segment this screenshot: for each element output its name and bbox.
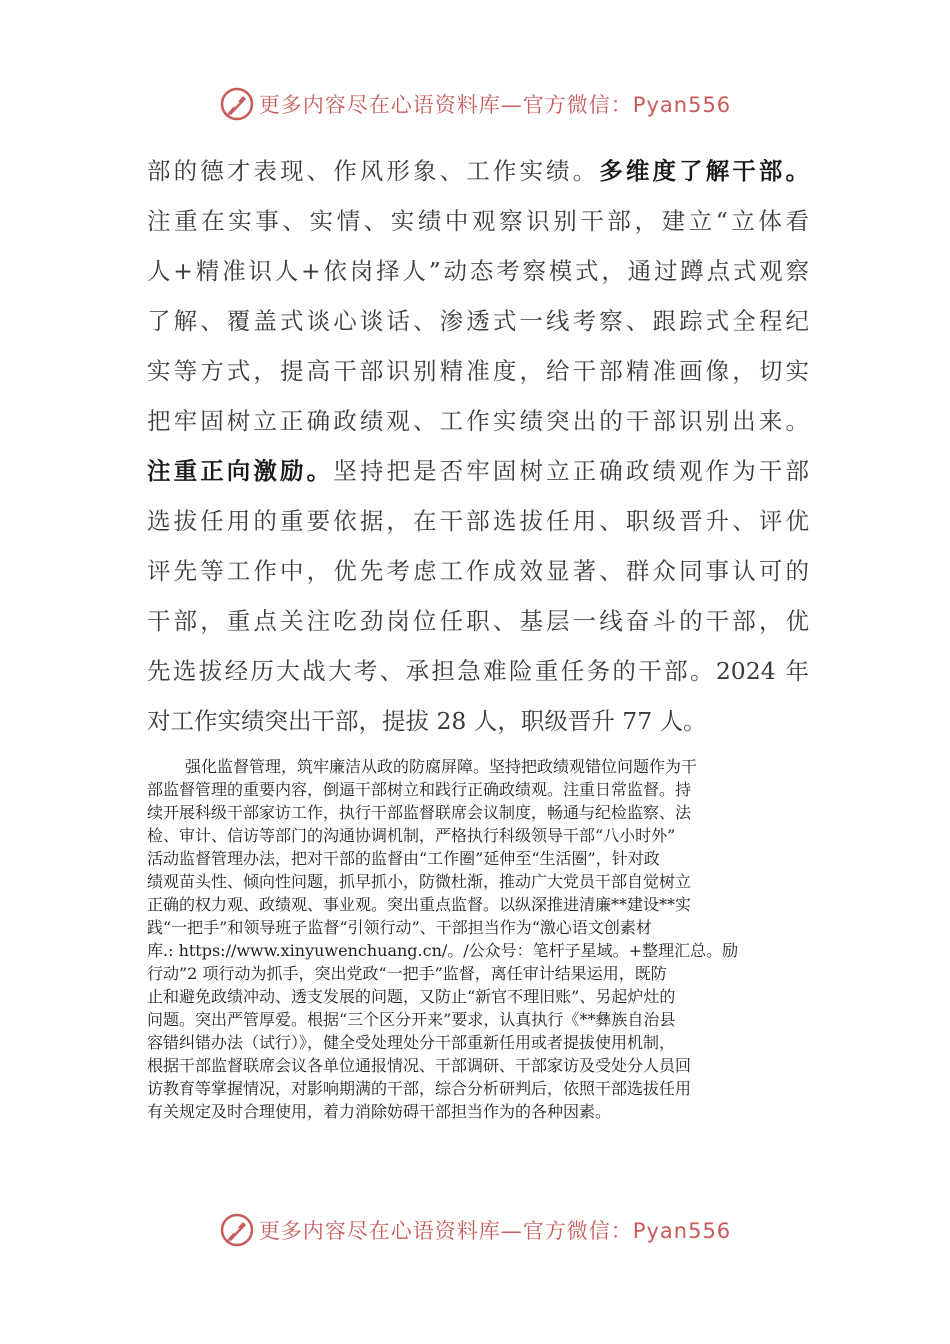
text-line: 实等方式，提高干部识别精准度，给干部精准画像，切实: [147, 357, 809, 385]
text-line: 评先等工作中，优先考虑工作成效显著、群众同事认可的: [147, 557, 809, 585]
header-banner[interactable]: [0, 82, 950, 126]
text-line: 了解、覆盖式谈心谈话、渗透式一线考察、跟踪式全程纪: [147, 307, 809, 335]
banner-text: 更多内容尽在心语资料库—官方微信：Pyan556: [258, 1219, 732, 1243]
text-line: 注重在实事、实情、实绩中观察识别干部，建立“立体看: [147, 207, 809, 235]
text-line: 止和避免政绩冲动、透支发展的问题，又防止“新官不理旧账”、另起炉灶的: [147, 987, 676, 1006]
text-line: 访教育等掌握情况，对影响期满的干部，综合分析研判后，依照干部选拔任用: [147, 1079, 692, 1098]
text-line: 根据干部监督联席会议各单位通报情况、干部调研、干部家访及受处分人员回: [147, 1056, 692, 1075]
text-line: 活动监督管理办法，把对干部的监督由“工作圈”延伸至“生活圈”，针对政: [147, 849, 660, 868]
supervision-paragraph: [147, 755, 807, 1123]
text-line: 正确的权力观、政绩观、事业观。突出重点监督。以纵深推进清廉**建设**实: [147, 895, 692, 914]
text-line: 行动”2 项行动为抓手，突出党政“一把手”监督，离任审计结果运用，既防: [147, 964, 667, 983]
banner-text: 更多内容尽在心语资料库—官方微信：Pyan556: [258, 93, 732, 117]
text-line: 选拔任用的重要依据，在干部选拔任用、职级晋升、评优: [147, 507, 809, 535]
section-heading: 注重正向激励。: [147, 457, 334, 485]
text-line: 强化监督管理，筑牢廉洁从政的防腐屏障。坚持把政绩观错位问题作为干: [185, 757, 698, 776]
quill-pen-logo-icon: [219, 86, 255, 122]
text-line: 部的德才表现、作风形象、工作实绩。多维度了解干部。: [147, 157, 809, 185]
text-line: 容错纠错办法（试行）》，健全受处理处分干部重新任用或者提拔使用机制，: [147, 1033, 676, 1052]
text-line: 干部，重点关注吃劲岗位任职、基层一线奋斗的干部，优: [147, 607, 809, 635]
text-line: 问题。突出严管厚爱。根据“三个区分开来”要求，认真执行《**彝族自治县: [147, 1010, 676, 1029]
text-line: 续开展科级干部家访工作，执行干部监督联席会议制度，畅通与纪检监察、法: [147, 803, 692, 822]
footer-banner[interactable]: [0, 1208, 950, 1252]
text-line: 先选拔经历大战大考、承担急难险重任务的干部。2024 年: [147, 657, 809, 685]
text-line: 对工作实绩突出干部，提拔 28 人，职级晋升 77 人。: [147, 707, 707, 735]
text-line-with-link[interactable]: 库.: https://www.xinyuwenchuang.cn/。/公众号：笔杆子星域。+整理汇总。励: [147, 941, 739, 960]
main-paragraph: [147, 146, 809, 746]
quill-pen-logo-icon: [219, 1212, 255, 1248]
text-line: 把牢固树立正确政绩观、工作实绩突出的干部识别出来。: [147, 407, 809, 435]
text-line: 注重正向激励。坚持把是否牢固树立正确政绩观作为干部: [147, 457, 809, 485]
text-line: 践“一把手”和领导班子监督“引领行动”、干部担当作为“激心语文创素材: [147, 918, 652, 937]
text-line: 绩观苗头性、倾向性问题，抓早抓小，防微杜渐，推动广大党员干部自觉树立: [147, 872, 692, 891]
text-line: 检、审计、信访等部门的沟通协调机制，严格执行科级领导干部“八小时外”: [147, 826, 676, 845]
text-line: 部监督管理的重要内容，倒逼干部树立和践行正确政绩观。注重日常监督。持: [147, 780, 692, 799]
text-line: 人+精准识人+依岗择人”动态考察模式，通过蹲点式观察: [147, 257, 809, 285]
text-line: 有关规定及时合理使用，着力消除妨碍干部担当作为的各种因素。: [147, 1102, 612, 1121]
